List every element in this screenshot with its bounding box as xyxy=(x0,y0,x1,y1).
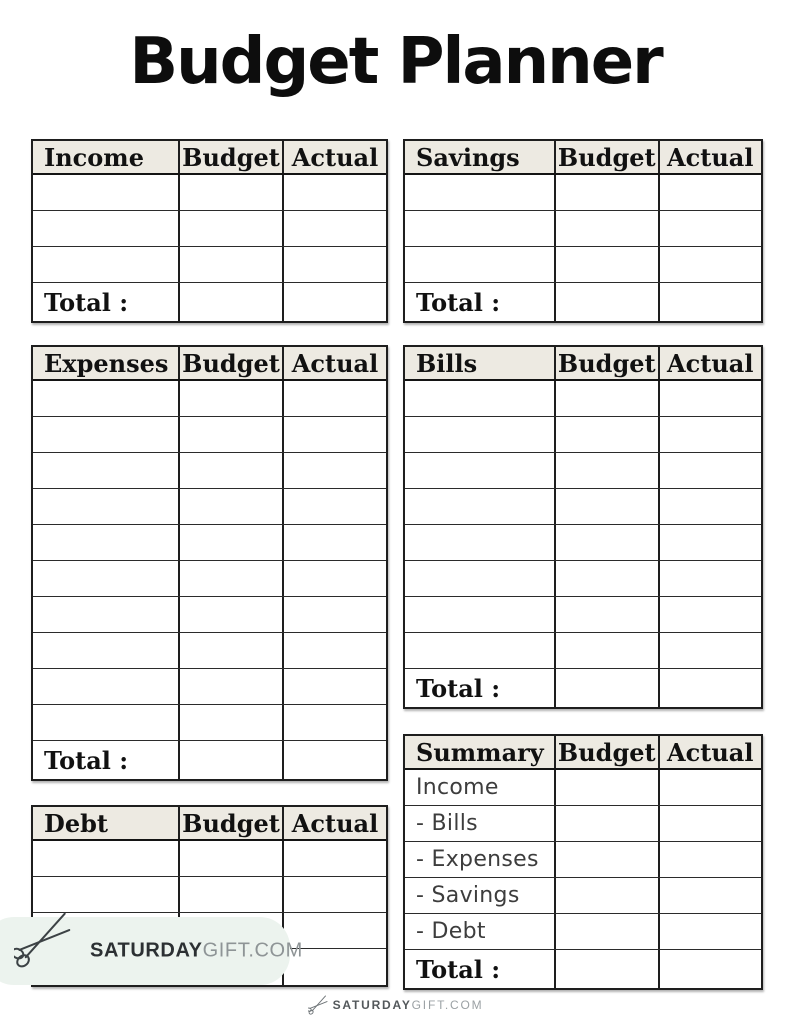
actual-cell xyxy=(282,417,386,452)
savings-row-label xyxy=(405,175,554,210)
actual-column-header: Actual xyxy=(658,347,762,379)
actual-cell xyxy=(658,417,762,452)
actual-cell xyxy=(282,669,386,704)
actual-cell xyxy=(282,877,386,912)
expenses-row-8 xyxy=(33,633,386,669)
expenses-row-1 xyxy=(33,381,386,417)
savings-row-1 xyxy=(405,175,761,211)
actual-cell xyxy=(658,525,762,560)
actual-cell xyxy=(658,842,762,877)
actual-total-cell xyxy=(282,741,386,779)
saturdaygift-badge xyxy=(0,917,303,985)
bills-row-2 xyxy=(405,417,761,453)
expenses-row-label xyxy=(33,597,178,632)
summary-row-label: - Expenses xyxy=(416,847,539,872)
footer-brand xyxy=(0,993,791,1017)
savings-header-row xyxy=(405,141,761,175)
budget-cell xyxy=(178,561,282,596)
budget-cell xyxy=(554,453,658,488)
actual-column-header: Actual xyxy=(282,347,386,379)
expenses-table xyxy=(31,345,388,781)
summary-row-5 xyxy=(405,914,761,950)
actual-cell xyxy=(658,175,762,210)
savings-table-title: Savings xyxy=(416,142,520,172)
budget-total-cell xyxy=(178,283,282,321)
debt-table-title: Debt xyxy=(44,808,108,838)
expenses-row-label xyxy=(33,381,178,416)
budget-cell xyxy=(554,561,658,596)
budget-cell xyxy=(554,489,658,524)
summary-row-4 xyxy=(405,878,761,914)
debt-row-1 xyxy=(33,841,386,877)
budget-cell xyxy=(554,175,658,210)
expenses-row-label xyxy=(33,525,178,560)
bills-row-8 xyxy=(405,633,761,669)
bills-row-label xyxy=(405,633,554,668)
budget-cell xyxy=(178,597,282,632)
budget-total-cell xyxy=(178,741,282,779)
actual-column-header: Actual xyxy=(282,807,386,839)
badge-wordmark-bold: SATURDAY xyxy=(90,939,203,962)
badge-wordmark xyxy=(90,940,303,963)
income-row-2 xyxy=(33,211,386,247)
expenses-row-5 xyxy=(33,525,386,561)
expenses-row-10 xyxy=(33,705,386,741)
actual-cell xyxy=(282,597,386,632)
actual-total-cell xyxy=(658,283,762,321)
expenses-row-label xyxy=(33,705,178,740)
expenses-row-label xyxy=(33,489,178,524)
budget-cell xyxy=(554,417,658,452)
expenses-total-label: Total : xyxy=(44,745,129,775)
actual-cell xyxy=(282,525,386,560)
budget-cell xyxy=(178,633,282,668)
budget-cell xyxy=(178,489,282,524)
actual-cell xyxy=(658,770,762,805)
budget-column-header: Budget xyxy=(178,141,282,173)
actual-cell xyxy=(282,489,386,524)
savings-table xyxy=(403,139,763,323)
budget-cell xyxy=(554,211,658,246)
debt-row-label xyxy=(33,841,178,876)
budget-column-header: Budget xyxy=(554,736,658,768)
badge-wordmark-light: GIFT.COM xyxy=(202,939,303,962)
summary-row-label: Income xyxy=(416,775,499,800)
budget-cell xyxy=(554,878,658,913)
summary-row-3 xyxy=(405,842,761,878)
bills-row-label xyxy=(405,381,554,416)
scissors-icon xyxy=(14,904,72,976)
summary-row-label: - Bills xyxy=(416,811,478,836)
scissors-icon xyxy=(308,995,328,1015)
budget-cell xyxy=(554,633,658,668)
actual-total-cell xyxy=(658,950,762,988)
footer-wordmark-light: GIFT.COM xyxy=(411,998,484,1012)
income-table xyxy=(31,139,388,323)
budget-cell xyxy=(178,877,282,912)
bills-row-6 xyxy=(405,561,761,597)
budget-cell xyxy=(554,770,658,805)
expenses-row-label xyxy=(33,453,178,488)
expenses-row-7 xyxy=(33,597,386,633)
budget-cell xyxy=(178,417,282,452)
summary-row-1 xyxy=(405,770,761,806)
budget-cell xyxy=(178,453,282,488)
expenses-row-label xyxy=(33,561,178,596)
budget-cell xyxy=(178,247,282,282)
budget-cell xyxy=(554,597,658,632)
budget-total-cell xyxy=(554,950,658,988)
actual-cell xyxy=(282,247,386,282)
footer-wordmark-bold: SATURDAY xyxy=(332,998,412,1012)
actual-cell xyxy=(282,841,386,876)
expenses-row-label xyxy=(33,417,178,452)
bills-table-title: Bills xyxy=(416,348,478,378)
income-total-label: Total : xyxy=(44,287,129,317)
bills-row-4 xyxy=(405,489,761,525)
budget-cell xyxy=(178,841,282,876)
actual-cell xyxy=(658,597,762,632)
actual-cell xyxy=(658,247,762,282)
actual-cell xyxy=(658,453,762,488)
actual-cell xyxy=(282,175,386,210)
budget-cell xyxy=(554,381,658,416)
actual-column-header: Actual xyxy=(658,141,762,173)
bills-row-label xyxy=(405,561,554,596)
budget-cell xyxy=(554,806,658,841)
savings-row-label xyxy=(405,247,554,282)
bills-row-label xyxy=(405,597,554,632)
footer-wordmark xyxy=(333,998,484,1012)
actual-cell xyxy=(658,561,762,596)
savings-total-row xyxy=(405,283,761,321)
income-header-row xyxy=(33,141,386,175)
actual-cell xyxy=(282,633,386,668)
actual-cell xyxy=(658,489,762,524)
page-title: Budget Planner xyxy=(129,25,662,99)
income-row-label xyxy=(33,247,178,282)
income-row-label xyxy=(33,211,178,246)
budget-column-header: Budget xyxy=(178,347,282,379)
actual-cell xyxy=(658,806,762,841)
actual-column-header: Actual xyxy=(658,736,762,768)
expenses-row-4 xyxy=(33,489,386,525)
actual-total-cell xyxy=(658,669,762,707)
summary-total-row xyxy=(405,950,761,988)
summary-table-title: Summary xyxy=(416,737,544,767)
expenses-row-label xyxy=(33,633,178,668)
actual-cell xyxy=(658,878,762,913)
bills-row-1 xyxy=(405,381,761,417)
budget-cell xyxy=(178,525,282,560)
debt-header-row xyxy=(33,807,386,841)
expenses-row-3 xyxy=(33,453,386,489)
budget-column-header: Budget xyxy=(554,347,658,379)
bills-row-3 xyxy=(405,453,761,489)
actual-cell xyxy=(282,705,386,740)
summary-table xyxy=(403,734,763,990)
actual-total-cell xyxy=(282,283,386,321)
budget-cell xyxy=(554,842,658,877)
actual-cell xyxy=(658,914,762,949)
savings-row-3 xyxy=(405,247,761,283)
budget-cell xyxy=(178,381,282,416)
actual-cell xyxy=(658,211,762,246)
bills-total-row xyxy=(405,669,761,707)
budget-cell xyxy=(554,914,658,949)
actual-cell xyxy=(282,453,386,488)
budget-column-header: Budget xyxy=(554,141,658,173)
bills-row-label xyxy=(405,489,554,524)
actual-cell xyxy=(282,561,386,596)
expenses-table-title: Expenses xyxy=(44,348,169,378)
budget-column-header: Budget xyxy=(178,807,282,839)
savings-total-label: Total : xyxy=(416,287,501,317)
summary-row-2 xyxy=(405,806,761,842)
expenses-row-label xyxy=(33,669,178,704)
income-total-row xyxy=(33,283,386,321)
income-row-1 xyxy=(33,175,386,211)
income-row-3 xyxy=(33,247,386,283)
income-table-title: Income xyxy=(44,142,144,172)
bills-row-5 xyxy=(405,525,761,561)
summary-total-label: Total : xyxy=(416,954,501,984)
actual-column-header: Actual xyxy=(282,141,386,173)
savings-row-label xyxy=(405,211,554,246)
budget-cell xyxy=(178,175,282,210)
actual-cell xyxy=(658,633,762,668)
actual-cell xyxy=(282,381,386,416)
budget-cell xyxy=(554,247,658,282)
summary-header-row xyxy=(405,736,761,770)
bills-row-label xyxy=(405,525,554,560)
expenses-header-row xyxy=(33,347,386,381)
expenses-total-row xyxy=(33,741,386,779)
budget-total-cell xyxy=(554,283,658,321)
debt-row-2 xyxy=(33,877,386,913)
budget-cell xyxy=(554,525,658,560)
actual-cell xyxy=(282,211,386,246)
expenses-row-2 xyxy=(33,417,386,453)
bills-table xyxy=(403,345,763,709)
bills-row-label xyxy=(405,417,554,452)
budget-cell xyxy=(178,211,282,246)
budget-total-cell xyxy=(554,669,658,707)
bills-header-row xyxy=(405,347,761,381)
bills-row-label xyxy=(405,453,554,488)
summary-row-label: - Debt xyxy=(416,919,486,944)
savings-row-2 xyxy=(405,211,761,247)
bills-row-7 xyxy=(405,597,761,633)
expenses-row-6 xyxy=(33,561,386,597)
bills-total-label: Total : xyxy=(416,673,501,703)
summary-row-label: - Savings xyxy=(416,883,520,908)
budget-cell xyxy=(178,669,282,704)
actual-cell xyxy=(658,381,762,416)
expenses-row-9 xyxy=(33,669,386,705)
income-row-label xyxy=(33,175,178,210)
budget-cell xyxy=(178,705,282,740)
